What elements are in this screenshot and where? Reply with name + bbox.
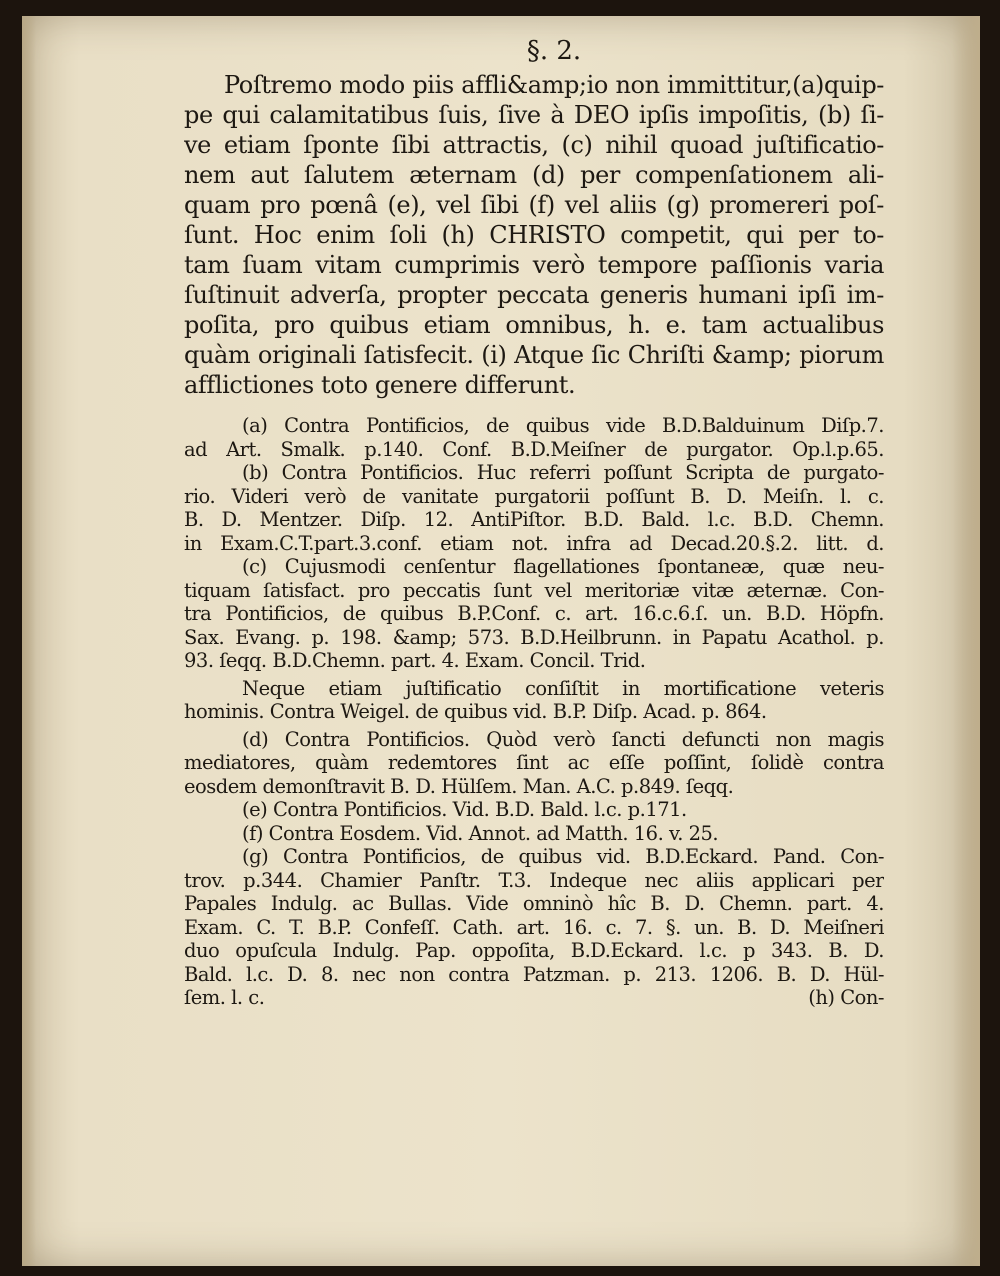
footnote-line: Bald. l.c. D. 8. nec non contra Patzman. p. 213. 1206. B. D. Hül- bbox=[184, 962, 884, 986]
neque-line: Neque etiam juſtificatio conſiſtit in mortificatione veteris bbox=[242, 676, 884, 700]
last-line-text: ſem. l. c. bbox=[184, 986, 265, 1009]
last-line bbox=[184, 986, 884, 1010]
footnote-line: rio. Videri verò de vanitate purgatorii poſſunt B. D. Meiſn. l. c. bbox=[184, 484, 884, 508]
main-line: ſuſtinuit adverſa, propter peccata generis humani ipſi im- bbox=[184, 281, 884, 309]
main-line: Poſtremo modo piis affli&amp;io non immittitur,(a)quip- bbox=[224, 71, 884, 99]
footnote-line: (d) Contra Pontificios. Quòd verò ſancti defuncti non magis bbox=[242, 727, 884, 751]
main-line: ſunt. Hoc enim ſoli (h) CHRISTO competit, qui per to- bbox=[184, 221, 884, 249]
footnote-line: ad Art. Smalk. p.140. Conf. B.D.Meiſner de purgator. Op.l.p.65. bbox=[184, 437, 884, 461]
footnote-line: (c) Cujusmodi cenſentur flagellationes ſpontaneæ, quæ neu- bbox=[242, 555, 884, 578]
neque-paragraph bbox=[184, 677, 884, 724]
footnote-line: trov. p.344. Chamier Panſtr. T.3. Indeque nec aliis applicari per bbox=[184, 868, 884, 892]
footnote-line: duo opuſcula Indulg. Pap. oppoſita, B.D.Eckard. l.c. p 343. B. D. bbox=[184, 939, 884, 962]
page-shadow-left bbox=[22, 16, 36, 1266]
main-line: poſita, pro quibus etiam omnibus, h. e. tam actualibus bbox=[184, 311, 884, 339]
section-heading: §. 2. bbox=[526, 36, 582, 66]
footnotes-a bbox=[184, 414, 884, 673]
footnote-line: tiquam ſatisfact. pro peccatis ſunt vel meritoriæ vitæ æternæ. Con- bbox=[184, 578, 884, 602]
footnote-line: in Exam.C.T.part.3.conf. etiam not. infra ad Decad.20.§.2. litt. d. bbox=[184, 531, 884, 555]
main-line: pe qui calamitatibus ſuis, ſive à DEO ipſis impoſitis, (b) ſi- bbox=[184, 101, 884, 129]
main-line: tam ſuam vitam cumprimis verò tempore paſſionis varia bbox=[184, 251, 884, 279]
main-line: nem aut ſalutem æternam (d) per compenſationem ali- bbox=[184, 161, 884, 189]
footnote-line: eosdem demonſtravit B. D. Hülſem. Man. A.C. p.849. ſeqq. bbox=[184, 774, 734, 798]
footnote-line: (g) Contra Pontificios, de quibus vid. B.D.Eckard. Pand. Con- bbox=[242, 845, 884, 868]
footnote-line: tra Pontificios, de quibus B.P.Conf. c. art. 16.c.6.ſ. un. B.D. Höpfn. bbox=[184, 602, 884, 625]
main-paragraph bbox=[184, 70, 884, 400]
catchword: (h) Con- bbox=[808, 986, 884, 1009]
footnote-line: Sax. Evang. p. 198. &amp; 573. B.D.Heilbrunn. in Papatu Acathol. p. bbox=[184, 625, 884, 649]
main-line: quàm originali ſatisfecit. (i) Atque ſic Chriſti &amp; piorum bbox=[184, 341, 884, 369]
footnote-line: (a) Contra Pontificios, de quibus vide B.D.Balduinum Diſp.7. bbox=[242, 414, 884, 437]
footnote-line: B. D. Mentzer. Diſp. 12. AntiPiſtor. B.D. Bald. l.c. B.D. Chemn. bbox=[184, 508, 884, 531]
footnote-line: mediatores, quàm redemtores ſint ac eſſe poſſint, ſolidè contra bbox=[184, 751, 884, 774]
main-line: ve etiam ſponte ſibi attractis, (c) nihil quoad juſtificatio- bbox=[184, 131, 884, 159]
text-block bbox=[184, 36, 884, 1010]
footnote-line: 93. ſeqq. B.D.Chemn. part. 4. Exam. Concil. Trid. bbox=[184, 649, 646, 672]
book-page bbox=[22, 16, 980, 1266]
footnote-line: Papales Indulg. ac Bullas. Vide omninò hîc B. D. Chemn. part. 4. bbox=[184, 892, 884, 915]
footnote-line: (e) Contra Pontificios. Vid. B.D. Bald. l.c. p.171. bbox=[242, 798, 687, 821]
page-shadow-right bbox=[952, 16, 980, 1266]
main-line: afflictiones toto genere differunt. bbox=[184, 371, 576, 399]
footnotes-b bbox=[184, 728, 884, 1010]
neque-line: hominis. Contra Weigel. de quibus vid. B.P. Diſp. Acad. p. 864. bbox=[184, 700, 767, 723]
footnote-line: (b) Contra Pontificios. Huc referri poſſunt Scripta de purgato- bbox=[242, 461, 884, 484]
footnote-line: (f) Contra Eosdem. Vid. Annot. ad Matth. 16. v. 25. bbox=[242, 821, 719, 845]
footnote-line: Exam. C. T. B.P. Confeſſ. Cath. art. 16. c. 7. §. un. B. D. Meiſneri bbox=[184, 915, 884, 939]
main-line: quam pro pœnâ (e), vel ſibi (f) vel aliis (g) promereri poſ- bbox=[184, 191, 884, 219]
